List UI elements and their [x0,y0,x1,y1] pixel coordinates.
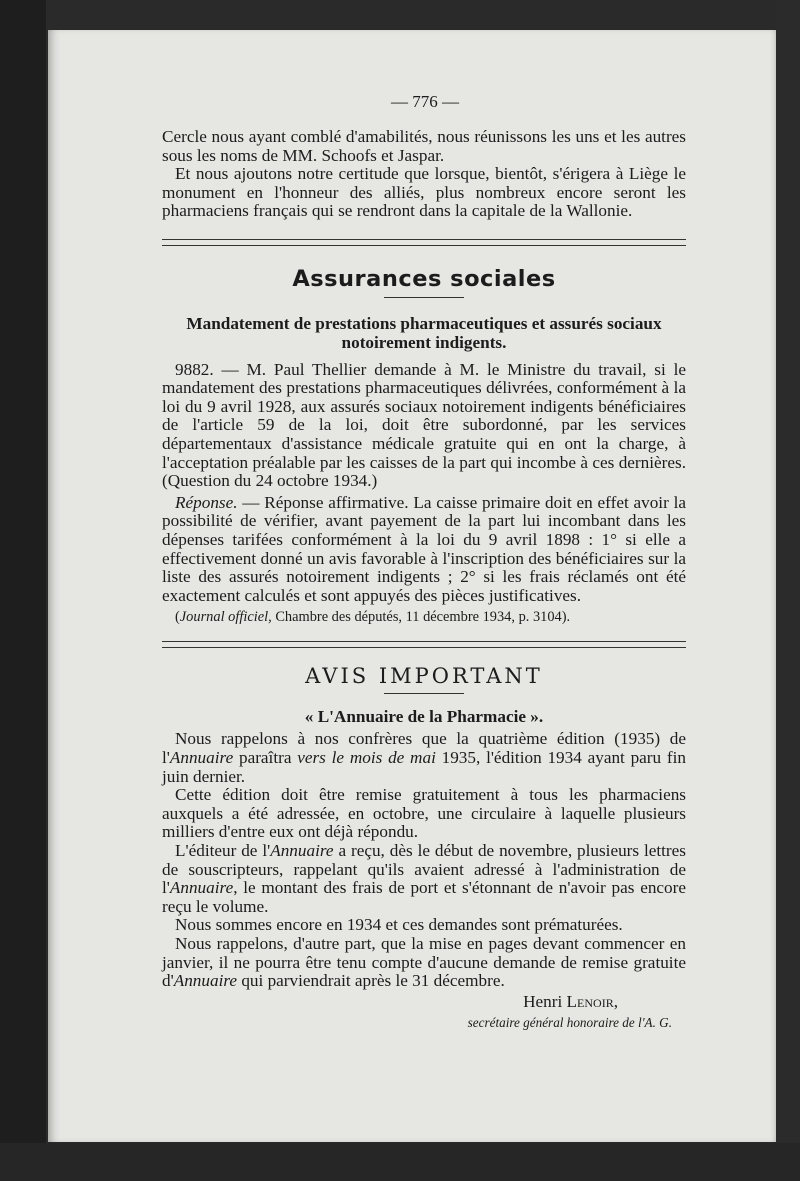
answer-paragraph [162,494,686,606]
section-divider [162,239,686,246]
source-journal: Journal officiel, [179,609,272,626]
intro-paragraph-1: Cercle nous ayant comblé d'amabilités, nous réunissons les uns et les autres sous les noms de MM. Schoofs et Jaspar. [162,127,686,165]
avis-paragraph-2: Cette édition doit être remise gratuitement à tous les pharmaciens auxquels a été adressée, en octobre, une circulaire à laquelle plusieurs milliers d'entre eux ont déjà répondu. [162,785,686,842]
avis-paragraph-5: Nous rappelons, d'autre part, que la mise en pages devant commencer en janvier, il ne pourra être tenu compte d'aucune demande de remise gratuite d'Annuaire qui parviendrait après le 31 décembre. [162,934,686,991]
section-title-avis: AVIS IMPORTANT [305,664,543,689]
avis-paragraph-3: L'éditeur de l'Annuaire a reçu, dès le début de novembre, plusieurs lettres de souscripteurs, rappelant qu'ils avaient adressé à l'administration de l'Annuaire, le montant des frais de port et s'étonnant de n'avoir pas encore reçu le volume. [162,841,686,916]
source-citation: (Journal officiel, Chambre des députés, 11 décembre 1934, p. 3104). [175,609,571,626]
answer-label: Réponse. [175,492,238,512]
signature-title: secrétaire général honoraire de l'A. G. [467,1015,672,1031]
avis-paragraph-1: Nous rappelons à nos confrères que la quatrième édition (1935) de l'Annuaire paraîtra vers le mois de mai 1935, l'édition 1934 ayant paru fin juin dernier. [162,729,686,786]
avis-subtitle: « L'Annuaire de la Pharmacie ». [304,706,544,726]
section-title-assurances: Assurances sociales [292,265,556,292]
scan-background-right [776,0,800,1181]
question-paragraph: 9882. — M. Paul Thellier demande à M. le Ministre du travail, si le mandatement des prestations pharmaceutiques délivrées, conformément à la loi du 9 avril 1928, aux assurés sociaux notoirement indigents bénéficiaires de l'article 59 de la loi, doit être subordonné, par les services départementaux d'assistance médicale gratuite qui en ont la charge, à l'acceptation préalable par les caisses de la part qui incombe à ces dernières. (Question du 24 octobre 1934.) [162,359,686,491]
page-number: — 776 — [391,92,459,111]
section-divider-2 [162,641,686,648]
signature-name: Henri Lenoir, [523,991,618,1011]
avis-paragraph-4: Nous sommes encore en 1934 et ces demandes sont prématurées. [175,915,623,935]
article-subtitle: Mandatement de prestations pharmaceutiques et assurés sociaux notoirement indigents. [186,313,662,352]
intro-paragraph-2: Et nous ajoutons notre certitude que lorsque, bientôt, s'érigera à Liège le monument en l'honneur des alliés, plus nombreux encore seront les pharmaciens français qui se rendront dans la capitale de la Wallonie. [162,164,686,221]
answer-text: — Réponse affirmative. La caisse primaire doit en effet avoir la possibilité de vérifier, avant payement de la part lui incombant dans les dépenses tarifées conformément à la loi du 9 avril 1898 : 1° si elle a effectivement donné un avis favorable à l'inscription des bénéficiaires sur la liste des assurés notoirement indigents ; 2° si les frais réclamés ont été exactement calculés et sont appuyés des pièces justificatives. [162,492,686,605]
page-content [162,88,686,1033]
scan-background-left [0,0,46,1181]
scan-background-bottom [0,1143,800,1181]
